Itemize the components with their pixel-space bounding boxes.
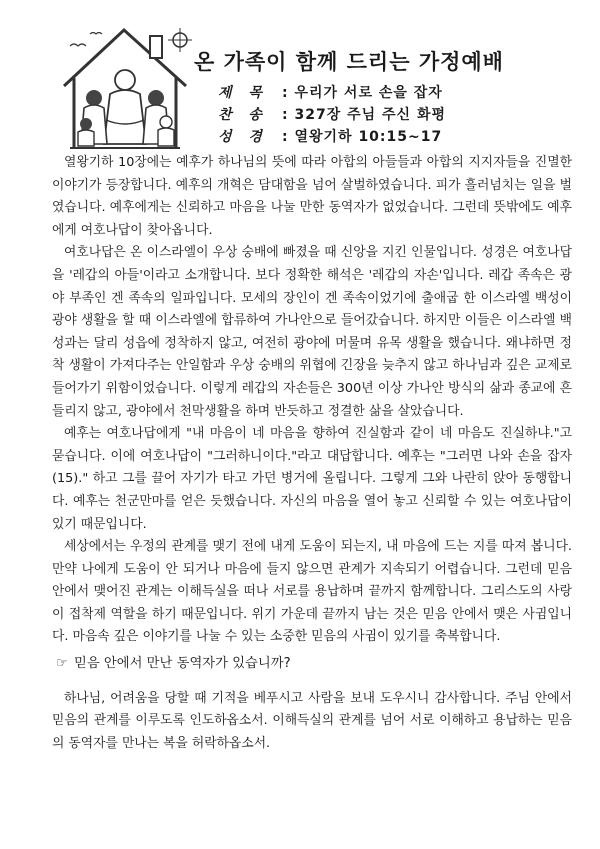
meta-value: : 327장 주님 주신 화평 [282,107,446,123]
service-info [218,82,446,148]
paragraph: 여호나답은 온 이스라엘이 우상 숭배에 빠졌을 때 신앙을 지킨 인물입니다. 성경은 여호나답을 '레갑의 아들'이라고 소개합니다. 보다 정확한 해석은 '레갑의 자손'입니다. 레갑 족속은 광야 부족인 겐 족속의 일파입니다. 모세의 장인이 겐 족속이었기에 출애굽 한 이스라엘 백성이 광야 생활을 할 때 이스라엘에 합류하여 가나안으로 들어갔습니다. 하지만 이들은 이스라엘 백성과는 달리 성읍에 정착하지 않고, 여전히 광야에 머물며 유목 생활을 했습니다. 왜냐하면 정착 생활이 가져다주는 안일함과 우상 숭배의 위협에 긴장을 늦추지 않고 하나님과 깊은 교제로 들어가기 위함이었습니다. 이렇게 레갑의 자손들은 300년 이상 가나안 방식의 삶과 종교에 흔들리지 않고, 광야에서 천막생활을 하며 반듯하고 정결한 삶을 살았습니다. [52,245,572,419]
discussion-question [56,653,572,676]
meta-key: 찬 송 [218,107,268,123]
page-title: 온 가족이 함께 드리는 가정예배 [194,50,504,74]
header [40,22,580,152]
question-text: 믿음 안에서 만난 동역자가 있습니까? [74,656,291,672]
meta-row-hymn [218,104,446,126]
meta-key: 성 경 [218,129,268,145]
paragraph: 세상에서는 우정의 관계를 맺기 전에 내게 도움이 되는지, 내 마음에 드는 지를 따져 봅니다. 만약 나에게 도움이 안 되거나 마음에 들지 않으면 관계가 지속되기 어렵습니다. 그런데 믿음 안에서 맺어진 관계는 이해득실을 떠나 서로를 용납하며 끝까지 함께합니다. 그리스도의 사랑이 접착제 역할을 하기 때문입니다. 위기 가운데 끝까지 남는 것은 믿음 안에서 맺은 사귐입니다. 마음속 깊은 이야기를 나눌 수 있는 소중한 믿음의 사귐이 있기를 축복합니다. [52,539,572,645]
family-prayer-illustration [50,24,200,152]
prayer: 하나님, 어려움을 당할 때 기적을 베푸시고 사람을 보내 도우시니 감사합니다. 주님 안에서 믿음의 관계를 이루도록 인도하옵소서. 이해득실의 관계를 넘어 서로 이해하고 용납하는 믿음의 동역자를 만나는 복을 허락하옵소서. [52,690,572,751]
meta-value: : 열왕기하 10:15~17 [282,129,443,145]
meta-key: 제 목 [218,85,268,101]
meta-row-subject [218,82,446,104]
meta-value: : 우리가 서로 손을 잡자 [282,85,443,101]
sermon-body [52,152,572,755]
paragraph: 예후는 여호나답에게 "내 마음이 네 마음을 향하여 진실함과 같이 네 마음도 진실하냐."고 묻습니다. 이에 여호나답이 "그러하니이다."라고 대답합니다. 예후는 "그러면 나와 손을 잡자(15)." 하고 그를 끌어 자기가 타고 가던 병거에 올립니다. 그렇게 그와 나란히 앉아 동행합니다. 예후는 천군만마를 얻은 듯했습니다. 자신의 마음을 열어 놓고 신뢰할 수 있는 여호나답이 있기 때문입니다. [52,426,572,532]
pointing-hand-icon: ☞ [56,656,68,672]
paragraph: 열왕기하 10장에는 예후가 하나님의 뜻에 따라 아합의 아들들과 아합의 지지자들을 진멸한 이야기가 등장합니다. 예후의 개혁은 담대함을 넘어 살벌하였습니다. 피가 흘러넘치는 일을 벌였습니다. 예후에게는 신뢰하고 마음을 나눌 만한 동역자가 없었습니다. 그런데 뜻밖에도 예후에게 여호나답이 찾아옵니다. [52,155,572,238]
meta-row-scripture [218,126,446,148]
